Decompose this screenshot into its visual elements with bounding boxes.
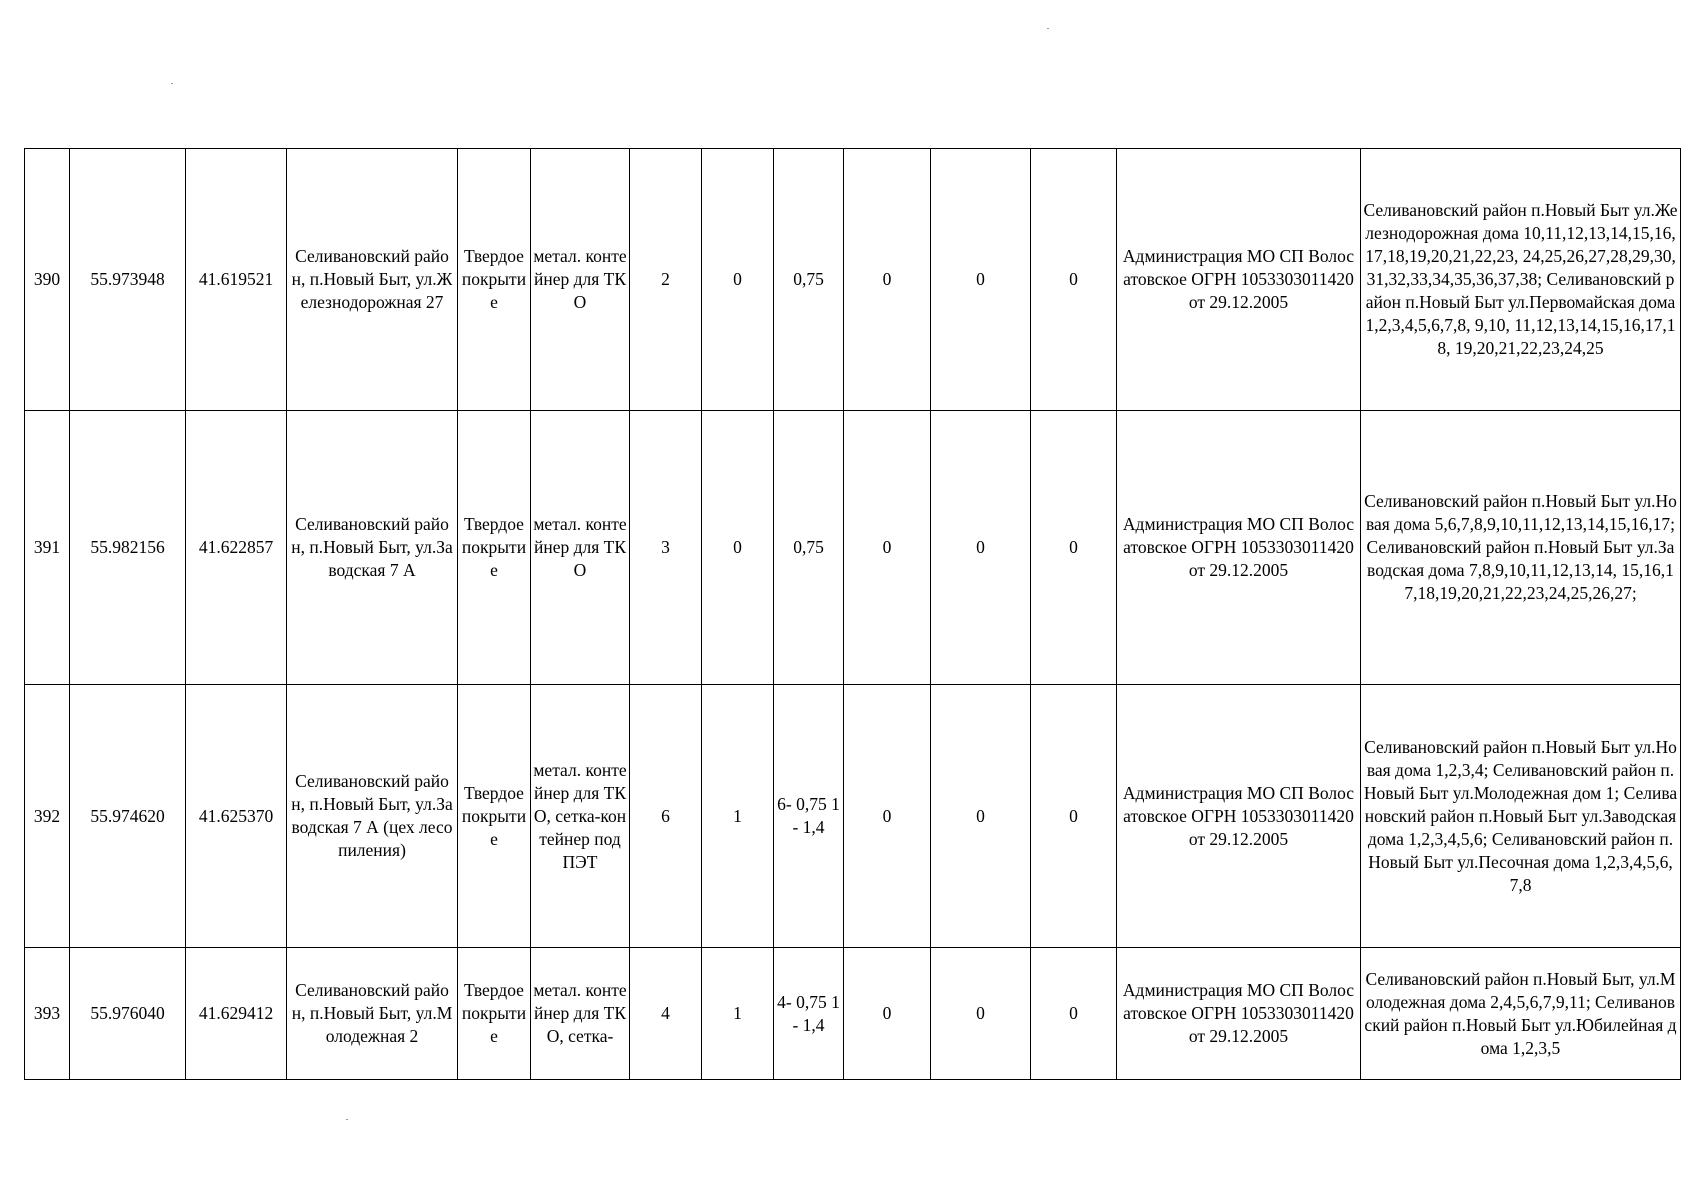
container-count: 3	[630, 411, 702, 685]
site-address: Селивановский район, п.Новый Быт, ул.Железнодорожная 27	[287, 149, 458, 411]
container-volume: 0,75	[774, 149, 844, 411]
table-row	[25, 948, 1681, 1080]
container-volume: 4- 0,75 1- 1,4	[774, 948, 844, 1080]
latitude: 55.976040	[70, 948, 186, 1080]
owner-organization: Администрация МО СП Волосатовское ОГРН 1053303011420 от 29.12.2005	[1117, 685, 1361, 948]
waste-sources: Селивановский район п.Новый Быт ул.Новая дома 1,2,3,4; Селивановский район п.Новый Быт ул.Молодежная дом 1; Селивановский район п.Новый Быт ул.Заводская дома 1,2,3,4,5,6; Селивановский район п.Новый Быт ул.Песочная дома 1,2,3,4,5,6,7,8	[1361, 685, 1681, 948]
site-address: Селивановский район, п.Новый Быт, ул.Заводская 7 А	[287, 411, 458, 685]
count-column-a: 0	[844, 411, 931, 685]
waste-sources: Селивановский район п.Новый Быт ул.Новая дома 5,6,7,8,9,10,11,12,13,14,15,16,17; Селивановский район п.Новый Быт ул.Заводская дома 7,8,9,10,11,12,13,14, 15,16,17,18,19,20,21,22,23,24,25,26,27;	[1361, 411, 1681, 685]
owner-organization: Администрация МО СП Волосатовское ОГРН 1053303011420 от 29.12.2005	[1117, 149, 1361, 411]
count-column-c: 0	[1031, 685, 1117, 948]
count-column-c: 0	[1031, 149, 1117, 411]
count-column-c: 0	[1031, 948, 1117, 1080]
surface-type: Твердое покрытие	[458, 149, 531, 411]
container-type: метал. контейнер для ТКО	[531, 149, 630, 411]
latitude: 55.973948	[70, 149, 186, 411]
container-count: 6	[630, 685, 702, 948]
longitude: 41.622857	[186, 411, 287, 685]
count-column-a: 0	[844, 685, 931, 948]
second-count: 1	[702, 948, 774, 1080]
container-type: метал. контейнер для ТКО	[531, 411, 630, 685]
count-column-b: 0	[931, 685, 1031, 948]
container-count: 2	[630, 149, 702, 411]
table-row	[25, 411, 1681, 685]
table-row	[25, 685, 1681, 948]
waste-sources: Селивановский район п.Новый Быт ул.Железнодорожная дома 10,11,12,13,14,15,16,17,18,19,20,21,22,23, 24,25,26,27,28,29,30,31,32,33,34,35,36,37,38; Селивановский район п.Новый Быт ул.Первомайская дома 1,2,3,4,5,6,7,8, 9,10, 11,12,13,14,15,16,17,18, 19,20,21,22,23,24,25	[1361, 149, 1681, 411]
scan-speck	[346, 1119, 348, 1120]
row-number: 392	[25, 685, 70, 948]
count-column-b: 0	[931, 411, 1031, 685]
surface-type: Твердое покрытие	[458, 685, 531, 948]
site-address: Селивановский район, п.Новый Быт, ул.Заводская 7 А (цех лесопиления)	[287, 685, 458, 948]
container-count: 4	[630, 948, 702, 1080]
waste-sources: Селивановский район п.Новый Быт, ул.Молодежная дома 2,4,5,6,7,9,11; Селивановский район п.Новый Быт ул.Юбилейная дома 1,2,3,5	[1361, 948, 1681, 1080]
latitude: 55.982156	[70, 411, 186, 685]
owner-organization: Администрация МО СП Волосатовское ОГРН 1053303011420 от 29.12.2005	[1117, 948, 1361, 1080]
surface-type: Твердое покрытие	[458, 948, 531, 1080]
latitude: 55.974620	[70, 685, 186, 948]
container-volume: 0,75	[774, 411, 844, 685]
scan-speck	[171, 83, 173, 84]
longitude: 41.625370	[186, 685, 287, 948]
row-number: 390	[25, 149, 70, 411]
container-type: метал. контейнер для ТКО, сетка-контейнер под ПЭТ	[531, 685, 630, 948]
scan-speck	[1047, 28, 1049, 29]
count-column-c: 0	[1031, 411, 1117, 685]
table-row	[25, 149, 1681, 411]
site-address: Селивановский район, п.Новый Быт, ул.Молодежная 2	[287, 948, 458, 1080]
second-count: 0	[702, 149, 774, 411]
owner-organization: Администрация МО СП Волосатовское ОГРН 1053303011420 от 29.12.2005	[1117, 411, 1361, 685]
surface-type: Твердое покрытие	[458, 411, 531, 685]
longitude: 41.619521	[186, 149, 287, 411]
container-volume: 6- 0,75 1- 1,4	[774, 685, 844, 948]
container-type: метал. контейнер для ТКО, сетка-	[531, 948, 630, 1080]
second-count: 0	[702, 411, 774, 685]
row-number: 391	[25, 411, 70, 685]
count-column-a: 0	[844, 948, 931, 1080]
second-count: 1	[702, 685, 774, 948]
row-number: 393	[25, 948, 70, 1080]
longitude: 41.629412	[186, 948, 287, 1080]
waste-site-registry-table	[24, 148, 1681, 1080]
count-column-b: 0	[931, 149, 1031, 411]
count-column-b: 0	[931, 948, 1031, 1080]
count-column-a: 0	[844, 149, 931, 411]
